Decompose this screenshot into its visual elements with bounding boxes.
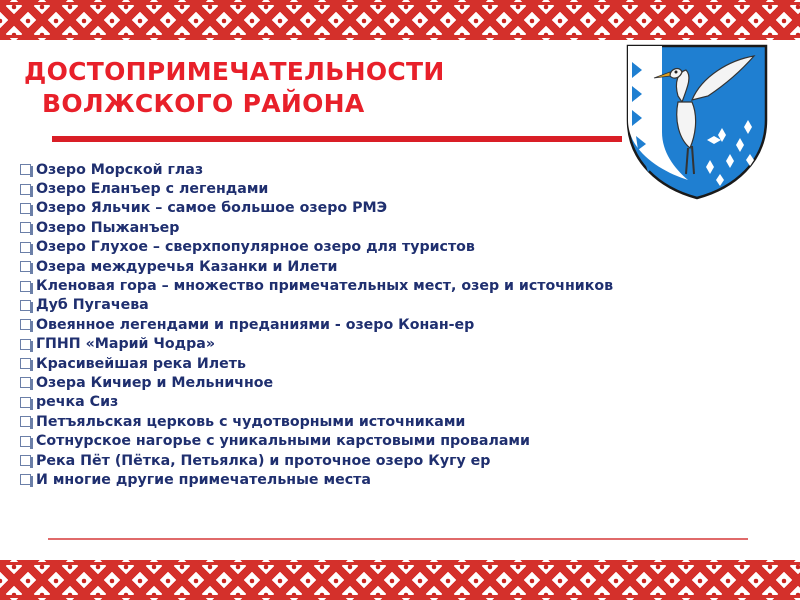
bottom-divider (48, 538, 748, 540)
title-underline (52, 136, 622, 142)
checkbox-bullet-icon (20, 377, 31, 388)
list-item-text: Озеро Яльчик – самое большое озеро РМЭ (36, 200, 388, 217)
list-item (20, 451, 613, 470)
list-item (20, 296, 613, 315)
list-item-text: Озеро Пыжанъер (36, 219, 180, 236)
list-item-text: Сотнурское нагорье с уникальными карстовыми провалами (36, 433, 530, 450)
list-item (20, 354, 613, 373)
list-item-text: Дуб Пугачева (36, 297, 149, 314)
checkbox-bullet-icon (20, 319, 31, 330)
list-item (20, 276, 613, 295)
checkbox-bullet-icon (20, 358, 31, 369)
list-item-text: Овеянное легендами и преданиями - озеро Конан-ер (36, 316, 475, 333)
checkbox-bullet-icon (20, 397, 31, 408)
checkbox-bullet-icon (20, 474, 31, 485)
list-item-text: Озера Кичиер и Мельничное (36, 374, 274, 391)
checkbox-bullet-icon (20, 242, 31, 253)
list-item (20, 257, 613, 276)
list-item (20, 160, 613, 179)
page-title (24, 56, 445, 120)
list-item (20, 315, 613, 334)
checkbox-bullet-icon (20, 455, 31, 466)
checkbox-bullet-icon (20, 184, 31, 195)
checkbox-bullet-icon (20, 300, 31, 311)
checkbox-bullet-icon (20, 281, 31, 292)
list-item (20, 218, 613, 237)
list-item-text: ГПНП «Марий Чодра» (36, 336, 215, 353)
list-item-text: Озеро Глухое – сверхпопулярное озеро для туристов (36, 239, 475, 256)
list-item (20, 238, 613, 257)
list-item-text: Озеро Еланъер с легендами (36, 181, 269, 198)
title-line-1: ДОСТОПРИМЕЧАТЕЛЬНОСТИ (24, 57, 445, 86)
checkbox-bullet-icon (20, 261, 31, 272)
attractions-list (20, 160, 613, 490)
list-item (20, 335, 613, 354)
checkbox-bullet-icon (20, 436, 31, 447)
list-item-text: И многие другие примечательные места (36, 471, 371, 488)
coat-of-arms-crane-icon (622, 42, 772, 202)
list-item-text: Озера междуречья Казанки и Илети (36, 258, 338, 275)
list-item-text: речка Сиз (36, 394, 119, 411)
list-item-text: Петъяльская церковь с чудотворными источниками (36, 413, 466, 430)
list-item (20, 199, 613, 218)
checkbox-bullet-icon (20, 222, 31, 233)
ornament-border-top (0, 0, 800, 40)
checkbox-bullet-icon (20, 164, 31, 175)
list-item-text: Красивейшая река Илеть (36, 355, 246, 372)
list-item-text: Озеро Морской глаз (36, 161, 204, 178)
ornament-border-bottom (0, 560, 800, 600)
list-item (20, 179, 613, 198)
list-item (20, 412, 613, 431)
list-item-text: Река Пёт (Пётка, Петьялка) и проточное озеро Кугу ер (36, 452, 491, 469)
checkbox-bullet-icon (20, 416, 31, 427)
list-item-text: Кленовая гора – множество примечательных мест, озер и источников (36, 278, 614, 295)
title-line-2: ВОЛЖСКОГО РАЙОНА (42, 89, 365, 118)
checkbox-bullet-icon (20, 339, 31, 350)
list-item (20, 431, 613, 450)
list-item (20, 373, 613, 392)
list-item (20, 470, 613, 489)
checkbox-bullet-icon (20, 203, 31, 214)
list-item (20, 393, 613, 412)
